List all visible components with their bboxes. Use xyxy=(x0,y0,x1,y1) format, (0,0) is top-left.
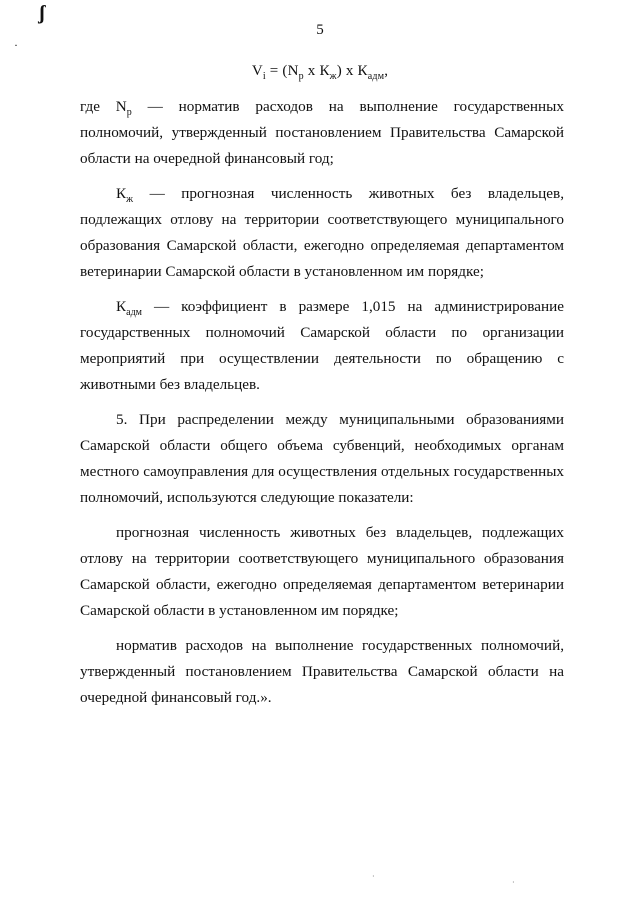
formula xyxy=(0,63,640,82)
formula-x1: х К xyxy=(303,63,330,79)
p2-text-b: — прогнозная численность животных без владельцев, подлежащих отлову на территории соответствующего муниципального образования Самарской области, ежегодно определяемая департаментом ветеринарии Самарской области в установленном им порядке; xyxy=(80,185,564,280)
paragraph-np-definition xyxy=(80,94,564,172)
paragraph-kzh-definition xyxy=(80,181,564,285)
paragraph-kadm-definition xyxy=(80,294,564,398)
paragraph-item-5: 5. При распределении между муниципальными образованиями Самарской области общего объема субвенций, необходимых органам местного самоуправления для осуществления отдельных государственных полномочий, используются следующие показатели: xyxy=(80,411,564,506)
p1-text-a: где N xyxy=(80,98,127,115)
p3-text-a: К xyxy=(116,298,127,315)
scan-mark: ʃ xyxy=(39,2,46,24)
p2-text-a: К xyxy=(116,185,127,202)
scan-dot-bottom-1: · xyxy=(372,872,375,881)
formula-eq: = (N xyxy=(265,63,299,79)
formula-v: V xyxy=(251,63,263,79)
scan-dot-bottom-2: · xyxy=(512,878,515,887)
formula-x2: ) х К xyxy=(336,63,368,79)
formula-k-sub: ж xyxy=(329,71,337,82)
p1-sub: р xyxy=(126,107,132,119)
paragraph-indicator-population: прогнозная численность животных без владельцев, подлежащих отлову на территории соответствующего муниципального образования Самарской области, ежегодно определяемая департаментом ветеринарии Самарской области в установленном им порядке; xyxy=(80,524,564,619)
p2-sub: ж xyxy=(126,194,134,206)
formula-end: , xyxy=(384,63,389,79)
p3-sub: адм xyxy=(126,307,142,319)
p3-text-b: — коэффициент в размере 1,015 на администрирование государственных полномочий Самарской области по организации мероприятий при осуществлении деятельности по обращению с животными без владельцев. xyxy=(80,298,564,393)
scan-dot: · xyxy=(14,38,18,52)
formula-kadm-sub: адм xyxy=(367,71,385,82)
formula-n-sub: р xyxy=(298,71,304,82)
page-number: 5 xyxy=(316,22,324,38)
formula-v-sub: i xyxy=(262,71,266,82)
paragraph-indicator-norm: норматив расходов на выполнение государственных полномочий, утвержденный постановлением Правительства Самарской области на очередной финансовый год.». xyxy=(80,637,564,706)
p1-text-b: — норматив расходов на выполнение государственных полномочий, утвержденный постановлением Правительства Самарской области на очередной финансовый год; xyxy=(80,98,564,167)
document-body xyxy=(80,94,564,720)
